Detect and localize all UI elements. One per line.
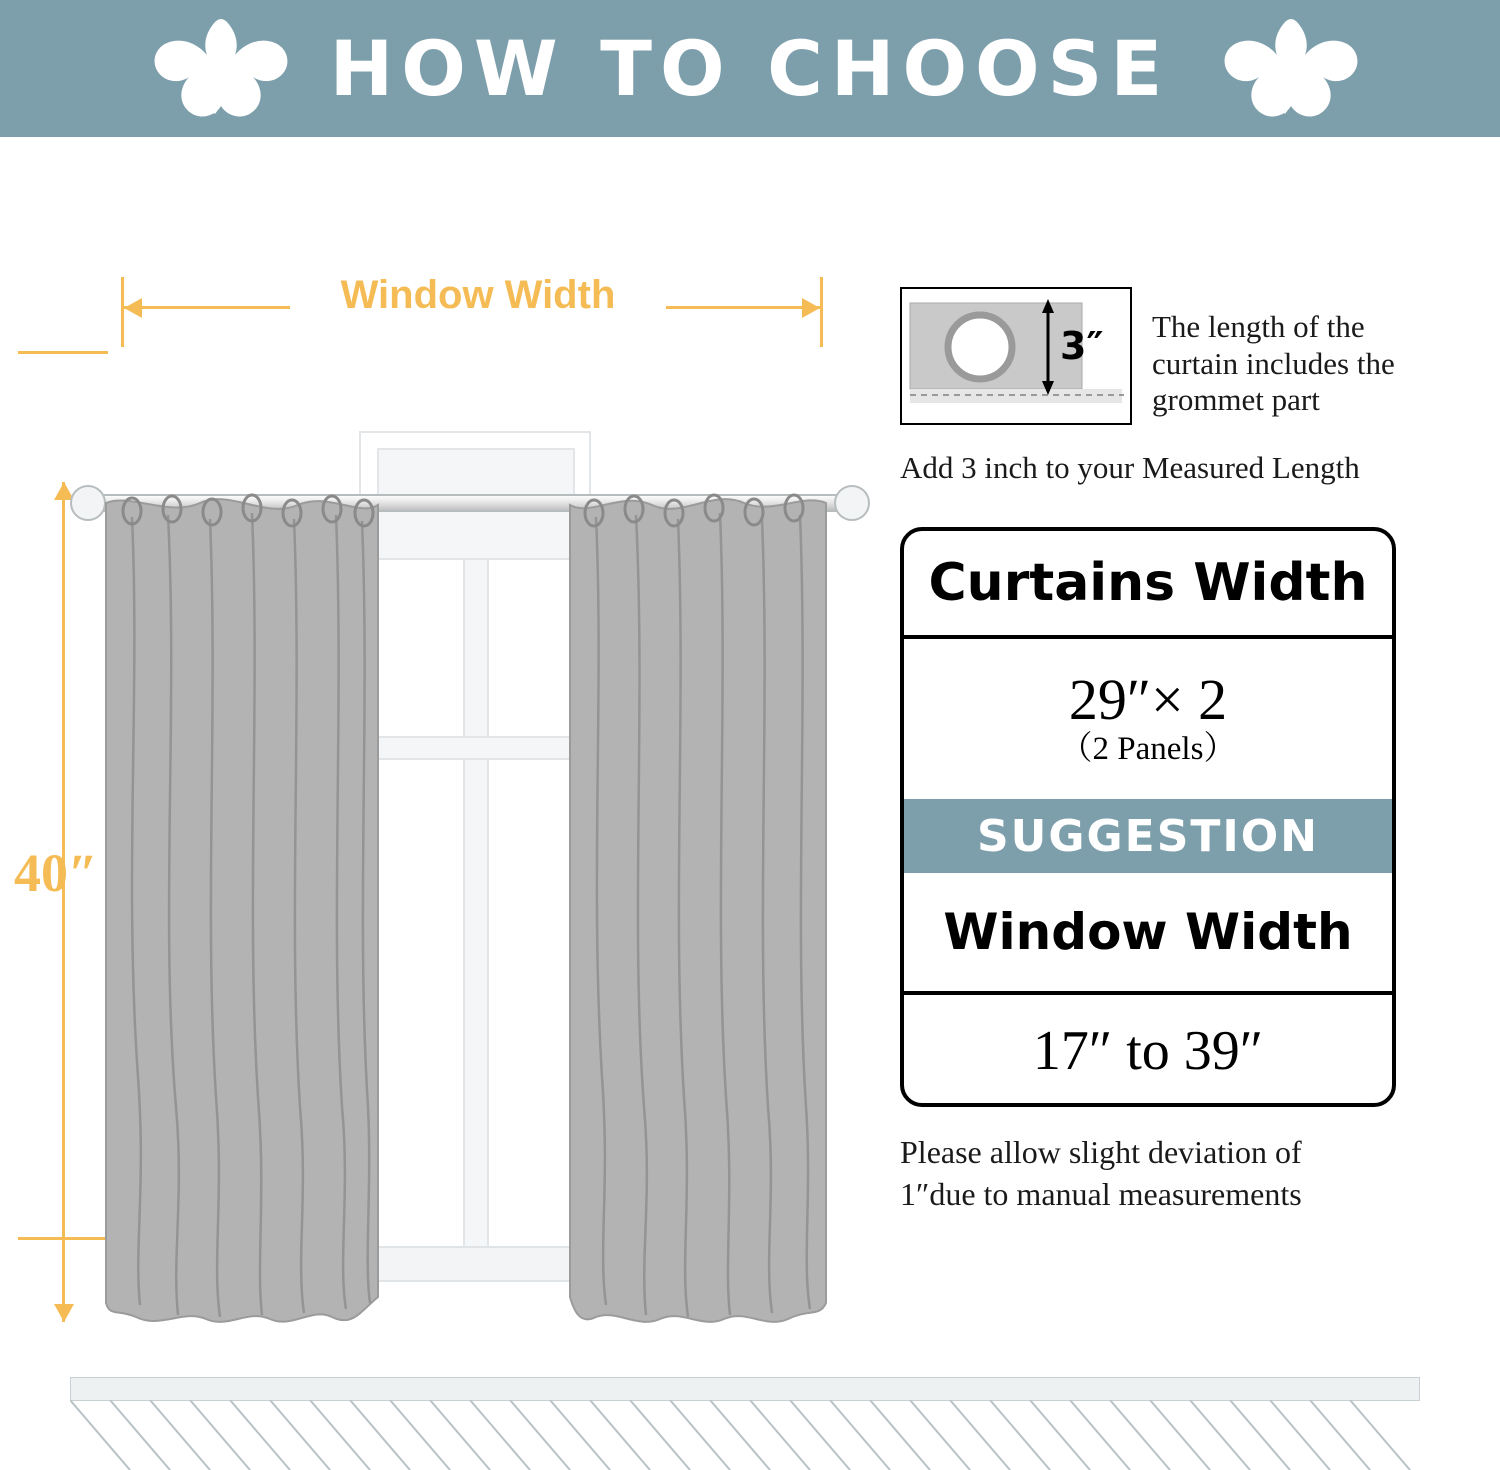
floor-strip <box>70 1377 1420 1401</box>
card-range: 17″ to 39″ <box>1032 1020 1264 1082</box>
card-subtitle: Window Width <box>904 873 1392 995</box>
width-arrow-right-icon <box>802 298 820 318</box>
disclaimer-line-1: Please allow slight deviation of <box>900 1134 1302 1170</box>
grommet-diagram <box>902 289 1130 423</box>
curtain-panel-right <box>570 495 826 1322</box>
grommet-measure-label: 3″ <box>1060 324 1104 368</box>
curtain-width-card <box>900 527 1396 1107</box>
grommet-add-note: Add 3 inch to your Measured Length <box>900 450 1360 485</box>
width-dimension-label: Window Width <box>290 273 666 318</box>
diagram-stage <box>0 137 1500 1404</box>
header-banner <box>0 0 1500 137</box>
curtain-panel-left <box>106 495 378 1322</box>
grommet-detail-box <box>900 287 1132 425</box>
card-value-sub: （2 Panels） <box>1059 731 1237 768</box>
grommet-note: The length of the curtain includes the grommet part <box>1152 309 1395 418</box>
disclaimer-line-2: 1″due to manual measurements <box>900 1175 1302 1212</box>
floor-hatching <box>70 1400 1420 1470</box>
card-value-main: 29″× 2 <box>1068 667 1228 733</box>
height-dimension-label: 40″ <box>14 843 98 903</box>
suggestion-badge: SUGGESTION <box>904 799 1392 873</box>
fleur-de-lis-icon <box>1210 14 1360 124</box>
card-title: Curtains Width <box>904 531 1392 639</box>
card-value-block <box>904 639 1392 799</box>
curtain-window-illustration <box>60 317 880 1377</box>
page-title: HOW TO CHOOSE <box>329 23 1171 113</box>
fleur-de-lis-icon <box>140 14 290 124</box>
width-arrow-left-icon <box>124 298 142 318</box>
disclaimer <box>900 1132 1420 1215</box>
